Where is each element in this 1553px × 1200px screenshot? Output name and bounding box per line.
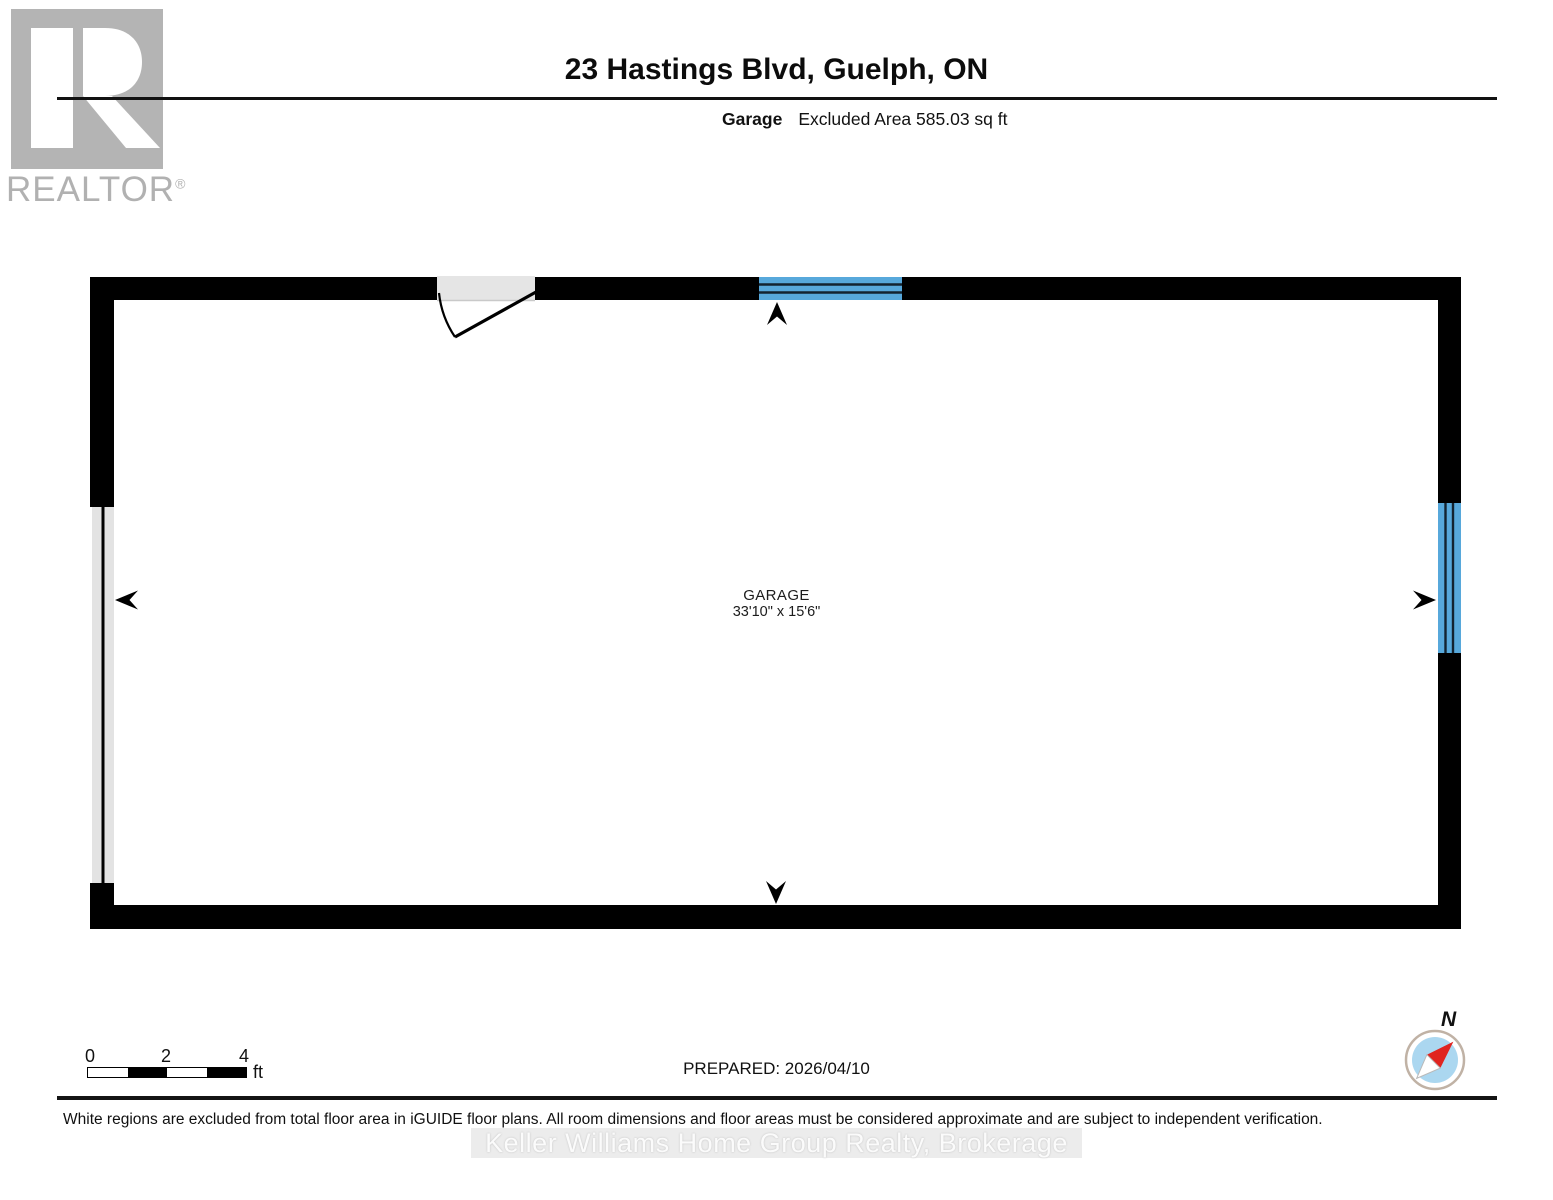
arrow-down-icon <box>766 881 786 904</box>
wall-right-upper-segment <box>1438 277 1461 503</box>
disclaimer-text: White regions are excluded from total floor area in iGUIDE floor plans. All room dimensions and floor areas must be considered approximate and are subject to independent verification. <box>63 1111 1323 1128</box>
wall-top-left-segment <box>90 277 437 300</box>
wall-left-upper-segment <box>90 277 114 507</box>
compass-icon <box>1400 1023 1470 1093</box>
scale-tick-0: 0 <box>84 1046 95 1066</box>
scale-tick-2: 2 <box>160 1046 171 1066</box>
wall-bottom <box>90 905 1461 929</box>
scale-unit-label: ft <box>253 1062 264 1082</box>
brand-text: REALTOR <box>6 170 176 209</box>
scale-tick-4: 4 <box>238 1046 249 1066</box>
room-name: GARAGE <box>743 587 810 604</box>
watermark-text: Keller Williams Home Group Realty, Brokerage <box>471 1128 1082 1158</box>
footer-divider <box>57 1096 1497 1100</box>
arrow-up-icon <box>767 302 787 325</box>
wall-right-lower-segment <box>1438 653 1461 929</box>
entry-door <box>437 276 536 337</box>
prepared-date: PREPARED: 2026/04/10 <box>683 1059 870 1078</box>
compass-north-label: N <box>1441 1008 1457 1031</box>
page-title: 23 Hastings Blvd, Guelph, ON <box>564 53 989 86</box>
wall-top-middle-segment <box>535 277 759 300</box>
wall-top-right-segment <box>902 277 1461 300</box>
legend-area-value: Excluded Area 585.03 sq ft <box>798 109 1008 129</box>
room-dimensions: 33'10" x 15'6" <box>732 604 821 620</box>
room-label <box>0 588 1553 620</box>
wall-left-corner-segment <box>90 883 114 929</box>
watermark-row <box>0 1128 1553 1158</box>
window-right <box>1438 503 1461 653</box>
garage-door <box>92 507 114 883</box>
registered-mark: ® <box>175 175 187 192</box>
legend-room-name: Garage <box>722 109 783 129</box>
window-top <box>759 277 902 300</box>
